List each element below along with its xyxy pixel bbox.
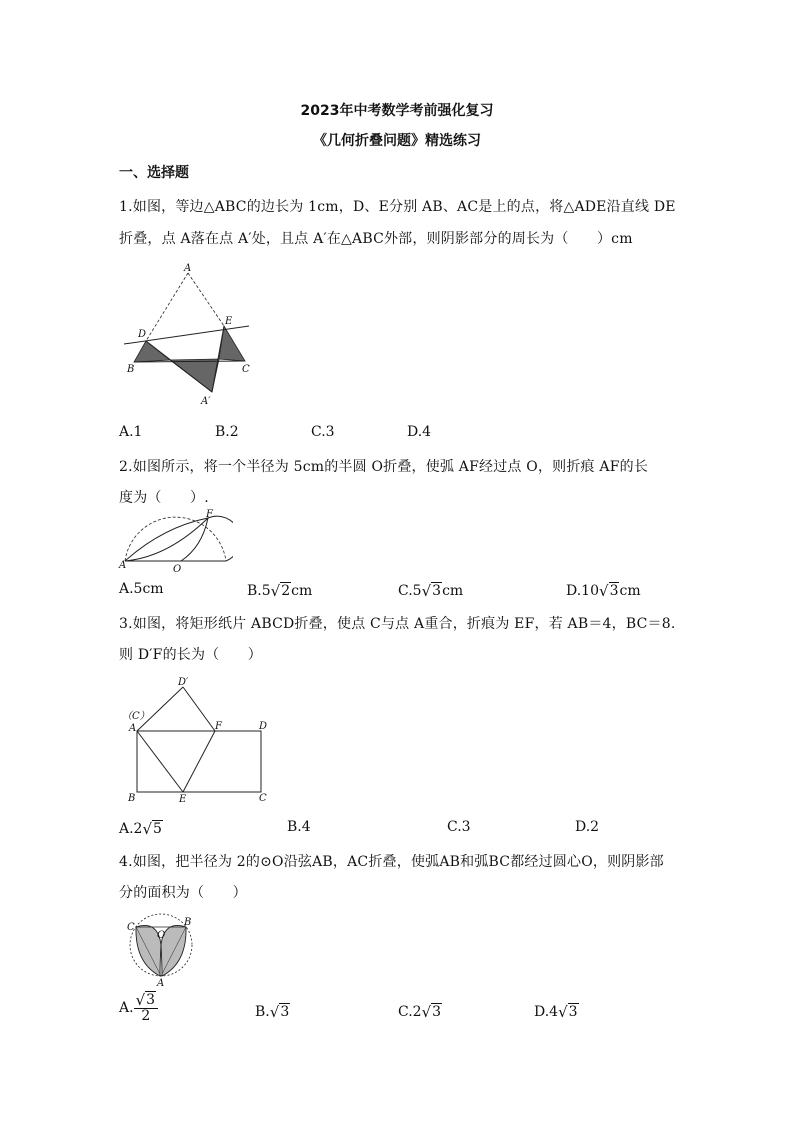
q4-label-B: B: [184, 917, 192, 928]
q3-label-E: E: [179, 794, 187, 805]
q3-option-c: C.3: [447, 819, 471, 835]
q4-option-a: A. $\frac{√3}{2}$: [119, 992, 158, 1024]
q1-label-C: C: [242, 364, 250, 375]
q1-option-c: C.3: [311, 424, 335, 440]
sqrt-symbol: √3: [269, 1003, 290, 1021]
q4-text-line2: 分的面积为（ ）: [119, 885, 247, 901]
q2-option-a: A.5cm: [119, 581, 164, 597]
sqrt-symbol: √3: [421, 1003, 442, 1021]
q1-label-D: D: [138, 329, 147, 340]
q3-label-F: F: [215, 721, 222, 732]
sqrt-symbol: √3: [421, 582, 442, 600]
q4-figure: [118, 908, 208, 988]
q3-option-b: B.4: [287, 819, 311, 835]
section-heading: 一、选择题: [119, 165, 189, 181]
sqrt-symbol: √3: [135, 991, 156, 1009]
q3-option-d: D.2: [575, 819, 600, 835]
q3-figure: [118, 674, 278, 809]
sqrt-symbol: √5: [142, 820, 162, 838]
sqrt-symbol: √2: [270, 582, 291, 600]
q4-option-b: B.√3: [255, 1003, 290, 1021]
q3-label-C: C: [259, 793, 267, 804]
q1-option-d: D.4: [407, 424, 432, 440]
q2-label-F: F: [206, 509, 213, 520]
q2-text-line1: 2.如图所示，将一个半径为 5cm的半圆 O折叠，使弧 AF经过点 O，则折痕 AF的长: [119, 459, 649, 475]
q2-text-line2: 度为（ ）.: [119, 490, 209, 506]
q3-label-C-paren: （C）: [122, 711, 150, 722]
q3-label-B: B: [128, 793, 136, 804]
q3-label-A: A: [129, 723, 137, 734]
q1-option-b: B.2: [215, 424, 239, 440]
q4-option-c: C.2√3: [398, 1003, 442, 1021]
q1-shaded-regions: [134, 326, 245, 392]
q3-option-a: A.2√5: [119, 820, 162, 838]
q1-label-A: A: [184, 263, 192, 274]
q1-figure: [118, 262, 258, 412]
q2-option-c: C.5√3cm: [398, 582, 464, 600]
q3-label-D: D: [259, 721, 268, 732]
q4-text-line1: 4.如图，把半径为 2的⊙O沿弦AB，AC折叠，使弧AB和弧BC都经过圆心O，则阴影部: [119, 854, 664, 870]
document-subtitle: 《几何折叠问题》精选练习: [313, 133, 481, 149]
q1-text-line1: 1.如图，等边△ABC的边长为 1cm，D、E分别 AB、AC是上的点，将△ADE沿直线 DE: [119, 199, 676, 215]
sqrt-symbol: √3: [599, 582, 619, 600]
q4-option-d: D.4√3: [534, 1003, 578, 1021]
q2-label-A: A: [119, 560, 127, 571]
q2-label-O: O: [173, 564, 182, 575]
q1-label-B: B: [127, 364, 135, 375]
q4-label-O: O: [157, 930, 166, 941]
q3-text-line2: 则 D′F的长为（ ）: [119, 647, 262, 663]
q3-label-D-prime: D′: [178, 677, 189, 688]
q4-label-C: C: [127, 922, 135, 933]
q3-text-line1: 3.如图，将矩形纸片 ABCD折叠，使点 C与点 A重合，折痕为 EF，若 AB＝4，BC＝8.: [119, 616, 676, 632]
q1-label-A-prime: A′: [201, 396, 211, 407]
fraction: $\frac{√3}{2}$: [134, 992, 158, 1024]
q2-figure: [118, 507, 233, 577]
q4-label-A: A: [157, 978, 165, 988]
q2-option-b: B.5√2cm: [247, 582, 313, 600]
sqrt-symbol: √3: [558, 1003, 578, 1021]
document-title: 2023年中考数学考前强化复习: [300, 103, 494, 119]
q1-text-line2: 折叠，点 A落在点 A′处，且点 A′在△ABC外部，则阴影部分的周长为（ ）cm: [119, 231, 633, 247]
q1-option-a: A.1: [119, 424, 143, 440]
q1-label-E: E: [225, 316, 233, 327]
q2-option-d: D.10√3cm: [566, 582, 641, 600]
